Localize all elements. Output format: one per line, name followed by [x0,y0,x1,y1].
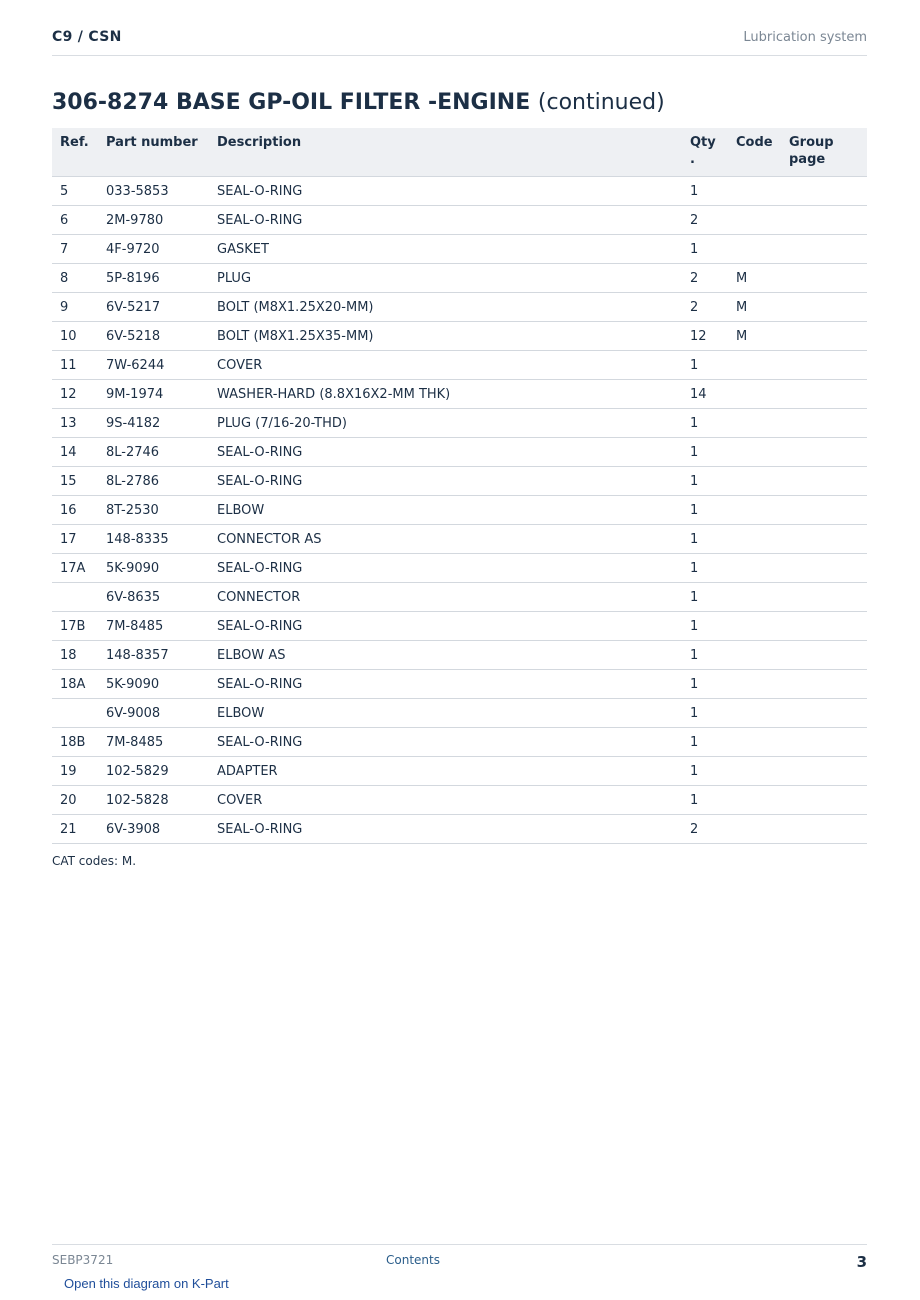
cell-description: SEAL-O-RING [209,206,682,235]
cell-ref: 17B [52,612,98,641]
cell-description: COVER [209,786,682,815]
page-header [52,28,867,56]
parts-table [52,128,867,844]
cell-group-page [781,728,867,757]
cell-ref: 5 [52,177,98,206]
table-row [52,235,867,264]
cell-description: SEAL-O-RING [209,177,682,206]
cell-ref: 13 [52,409,98,438]
header-row [52,128,867,177]
cell-description: GASKET [209,235,682,264]
cell-part-number: 7W-6244 [98,351,209,380]
cell-ref [52,699,98,728]
cell-ref: 21 [52,815,98,844]
cell-ref: 11 [52,351,98,380]
cell-qty: 1 [682,583,728,612]
cell-description: SEAL-O-RING [209,728,682,757]
cell-ref: 6 [52,206,98,235]
table-row [52,728,867,757]
cell-group-page [781,583,867,612]
table-row [52,293,867,322]
table-row [52,554,867,583]
table-row [52,525,867,554]
table-row [52,815,867,844]
cell-code [728,525,781,554]
cell-group-page [781,815,867,844]
table-row [52,612,867,641]
cell-ref: 16 [52,496,98,525]
parts-table-header [52,128,867,177]
cell-group-page [781,496,867,525]
table-row [52,351,867,380]
cell-code [728,670,781,699]
cell-part-number: 102-5829 [98,757,209,786]
cell-ref: 9 [52,293,98,322]
cell-code [728,496,781,525]
cell-group-page [781,264,867,293]
cell-code [728,815,781,844]
table-row [52,786,867,815]
col-part-number: Part number [98,128,209,177]
cell-code [728,438,781,467]
cell-qty: 1 [682,235,728,264]
table-row [52,699,867,728]
title-suffix: (continued) [537,90,665,115]
page-number: 3 [856,1253,867,1271]
cell-description: ELBOW AS [209,641,682,670]
cell-part-number: 6V-5217 [98,293,209,322]
cell-part-number: 8L-2746 [98,438,209,467]
cell-qty: 2 [682,264,728,293]
cell-group-page [781,322,867,351]
cell-qty: 2 [682,206,728,235]
cell-ref: 20 [52,786,98,815]
cell-qty: 14 [682,380,728,409]
cell-qty: 1 [682,757,728,786]
cell-qty: 1 [682,786,728,815]
col-description: Description [209,128,682,177]
cell-group-page [781,757,867,786]
cell-group-page [781,670,867,699]
cell-code [728,612,781,641]
cell-ref: 7 [52,235,98,264]
table-row [52,206,867,235]
cell-ref: 17A [52,554,98,583]
table-row [52,264,867,293]
cell-part-number: 5P-8196 [98,264,209,293]
cell-code [728,699,781,728]
cell-part-number: 8T-2530 [98,496,209,525]
cell-part-number: 102-5828 [98,786,209,815]
cell-description: SEAL-O-RING [209,438,682,467]
cell-group-page [781,177,867,206]
cell-description: BOLT (M8X1.25X35-MM) [209,322,682,351]
cat-codes-note: CAT codes: M. [52,854,137,868]
cell-qty: 1 [682,670,728,699]
cell-ref: 15 [52,467,98,496]
cell-code [728,235,781,264]
cell-ref: 8 [52,264,98,293]
cell-description: COVER [209,351,682,380]
cell-code [728,409,781,438]
cell-qty: 1 [682,467,728,496]
table-row [52,380,867,409]
cell-description: CONNECTOR [209,583,682,612]
cell-code: M [728,264,781,293]
cell-qty: 1 [682,409,728,438]
cell-code [728,467,781,496]
cell-code [728,786,781,815]
title-main: 306-8274 BASE GP-OIL FILTER -ENGINE [52,90,531,115]
table-row [52,322,867,351]
table-row [52,583,867,612]
cell-qty: 2 [682,293,728,322]
cell-description: CONNECTOR AS [209,525,682,554]
cell-part-number: 6V-9008 [98,699,209,728]
cell-part-number: 6V-3908 [98,815,209,844]
cell-ref: 19 [52,757,98,786]
cell-group-page [781,554,867,583]
cell-description: ELBOW [209,496,682,525]
cell-group-page [781,206,867,235]
cell-qty: 1 [682,351,728,380]
cell-part-number: 148-8335 [98,525,209,554]
cell-qty: 12 [682,322,728,351]
table-row [52,641,867,670]
cell-ref: 12 [52,380,98,409]
cell-group-page [781,438,867,467]
cell-ref: 10 [52,322,98,351]
col-code: Code [728,128,781,177]
cell-part-number: 4F-9720 [98,235,209,264]
table-row [52,467,867,496]
cell-description: SEAL-O-RING [209,670,682,699]
cell-code: M [728,293,781,322]
cell-code [728,757,781,786]
cell-part-number: 9M-1974 [98,380,209,409]
cell-qty: 1 [682,612,728,641]
section-name: Lubrication system [743,30,867,45]
table-row [52,177,867,206]
cell-ref: 17 [52,525,98,554]
cell-qty: 1 [682,699,728,728]
col-qty [682,128,728,177]
cell-code [728,728,781,757]
col-qty-line2: . [690,152,695,167]
cell-part-number: 2M-9780 [98,206,209,235]
cell-part-number: 6V-5218 [98,322,209,351]
page-title [52,90,665,115]
page-footer [52,1244,867,1274]
cell-ref: 18A [52,670,98,699]
cell-group-page [781,641,867,670]
parts-table-body [52,177,867,844]
col-ref: Ref. [52,128,98,177]
cell-description: BOLT (M8X1.25X20-MM) [209,293,682,322]
table-row [52,757,867,786]
cell-qty: 2 [682,815,728,844]
cell-code [728,380,781,409]
cell-description: ELBOW [209,699,682,728]
cell-group-page [781,409,867,438]
cell-part-number: 7M-8485 [98,612,209,641]
cell-description: ADAPTER [209,757,682,786]
cell-part-number: 5K-9090 [98,554,209,583]
cell-description: SEAL-O-RING [209,815,682,844]
cell-ref: 18B [52,728,98,757]
cell-code: M [728,322,781,351]
cell-description: SEAL-O-RING [209,554,682,583]
cell-code [728,351,781,380]
col-group-line2: page [789,152,826,167]
cell-code [728,583,781,612]
contents-link[interactable]: Contents [386,1253,440,1267]
cell-group-page [781,293,867,322]
cell-description: PLUG [209,264,682,293]
table-row [52,496,867,525]
cell-code [728,641,781,670]
cell-group-page [781,467,867,496]
cell-part-number: 8L-2786 [98,467,209,496]
cell-part-number: 7M-8485 [98,728,209,757]
cell-code [728,206,781,235]
cell-qty: 1 [682,177,728,206]
cell-group-page [781,612,867,641]
cell-group-page [781,351,867,380]
cell-part-number: 5K-9090 [98,670,209,699]
cell-ref [52,583,98,612]
model-breadcrumb: C9 / CSN [52,29,122,45]
table-row [52,438,867,467]
col-group-line1: Group [789,135,834,150]
cell-qty: 1 [682,496,728,525]
cell-group-page [781,786,867,815]
cell-code [728,177,781,206]
cell-qty: 1 [682,728,728,757]
document-id: SEBP3721 [52,1253,114,1267]
col-qty-line1: Qty [690,135,716,150]
table-row [52,409,867,438]
cell-part-number: 6V-8635 [98,583,209,612]
cell-description: SEAL-O-RING [209,612,682,641]
cell-description: SEAL-O-RING [209,467,682,496]
cell-part-number: 033-5853 [98,177,209,206]
cell-qty: 1 [682,438,728,467]
cell-qty: 1 [682,525,728,554]
cell-description: WASHER-HARD (8.8X16X2-MM THK) [209,380,682,409]
kpart-link[interactable]: Open this diagram on K-Part [64,1276,229,1291]
cell-part-number: 148-8357 [98,641,209,670]
cell-description: PLUG (7/16-20-THD) [209,409,682,438]
cell-group-page [781,525,867,554]
cell-group-page [781,380,867,409]
cell-qty: 1 [682,641,728,670]
cell-group-page [781,699,867,728]
cell-ref: 18 [52,641,98,670]
cell-qty: 1 [682,554,728,583]
col-group-page [781,128,867,177]
table-row [52,670,867,699]
cell-code [728,554,781,583]
cell-group-page [781,235,867,264]
cell-ref: 14 [52,438,98,467]
cell-part-number: 9S-4182 [98,409,209,438]
